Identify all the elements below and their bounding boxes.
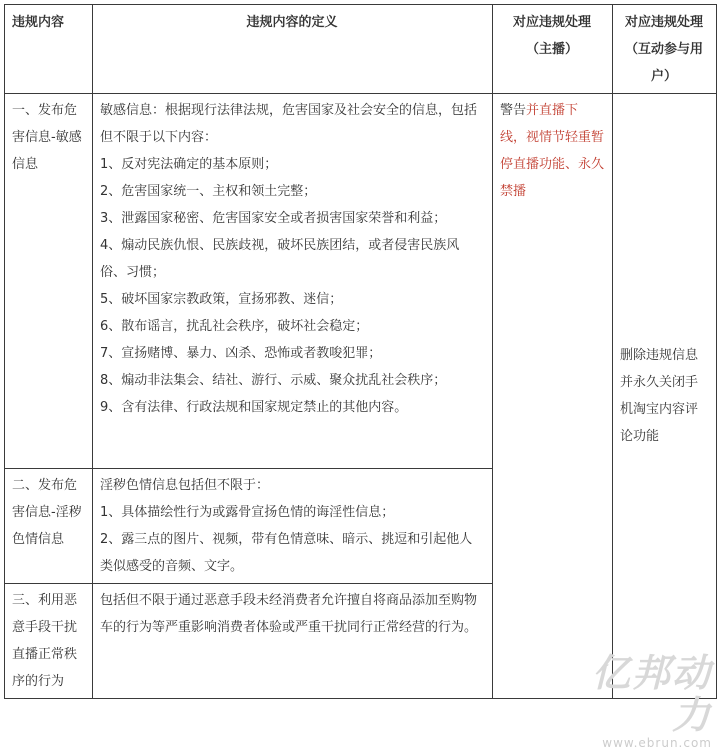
definition-item: 8、煽动非法集会、结社、游行、示威、聚众扰乱社会秩序； [100,373,447,388]
anchor-penalty-cell [493,94,613,699]
user-penalty-text: 删除违规信息并永久关闭手机淘宝内容评论功能 [620,348,699,444]
definition-item: 5、破坏国家宗教政策，宣扬邪教、迷信； [100,292,343,307]
header-user-penalty: 对应违规处理 （互动参与用户） [613,5,717,94]
definition-item: 9、含有法律、行政法规和国家规定禁止的其他内容。 [100,400,408,415]
header-category: 违规内容 [5,5,93,94]
definition-item: 2、露三点的图片、视频，带有色情意味、暗示、挑逗和引起他人类似感受的音频、文字。 [100,532,473,574]
row-category: 三、利用恶意手段干扰直播正常秩序的行为 [5,584,93,699]
definition-intro: 敏感信息：根据现行法律法规，危害国家及社会安全的信息，包括但不限于以下内容： [100,103,478,145]
row-category: 一、发布危害信息-敏感信息 [5,94,93,469]
definition-item: 4、煽动民族仇恨、民族歧视，破坏民族团结，或者侵害民族风俗、习惯； [100,238,460,280]
watermark-cn: 亿邦动力 [591,651,712,737]
violation-table [4,4,717,699]
definition-intro: 包括但不限于通过恶意手段未经消费者允许擅自将商品添加至购物车的行为等严重影响消费者体验或严重干扰同行正常经营的行为。 [100,593,478,635]
definition-item: 3、泄露国家秘密、危害国家安全或者损害国家荣誉和利益； [100,211,447,226]
definition-item: 7、宣扬赌博、暴力、凶杀、恐怖或者教唆犯罪； [100,346,382,361]
anchor-penalty-prefix: 警告 [500,103,527,118]
header-definition: 违规内容的定义 [93,5,493,94]
watermark-logo [562,651,712,750]
definition-item: 1、反对宪法确定的基本原则； [100,157,278,172]
row-definition [93,584,493,699]
row-definition [93,469,493,584]
definition-item: 6、散布谣言，扰乱社会秩序，破坏社会稳定； [100,319,369,334]
watermark-en: www.ebrun.com [602,736,712,750]
anchor-penalty-highlight: 并直播下线，视情节轻重暂停直播功能、永久禁播 [500,103,605,199]
table-row [5,94,717,469]
definition-item: 2、危害国家统一、主权和领土完整； [100,184,317,199]
table-header-row [5,5,717,94]
row-definition [93,94,493,469]
definition-item: 1、具体描绘性行为或露骨宣扬色情的诲淫性信息； [100,505,395,520]
user-penalty-cell [613,94,717,699]
row-category: 二、发布危害信息-淫秽色情信息 [5,469,93,584]
definition-intro: 淫秽色情信息包括但不限于： [100,478,270,493]
header-anchor-penalty: 对应违规处理 （主播） [493,5,613,94]
